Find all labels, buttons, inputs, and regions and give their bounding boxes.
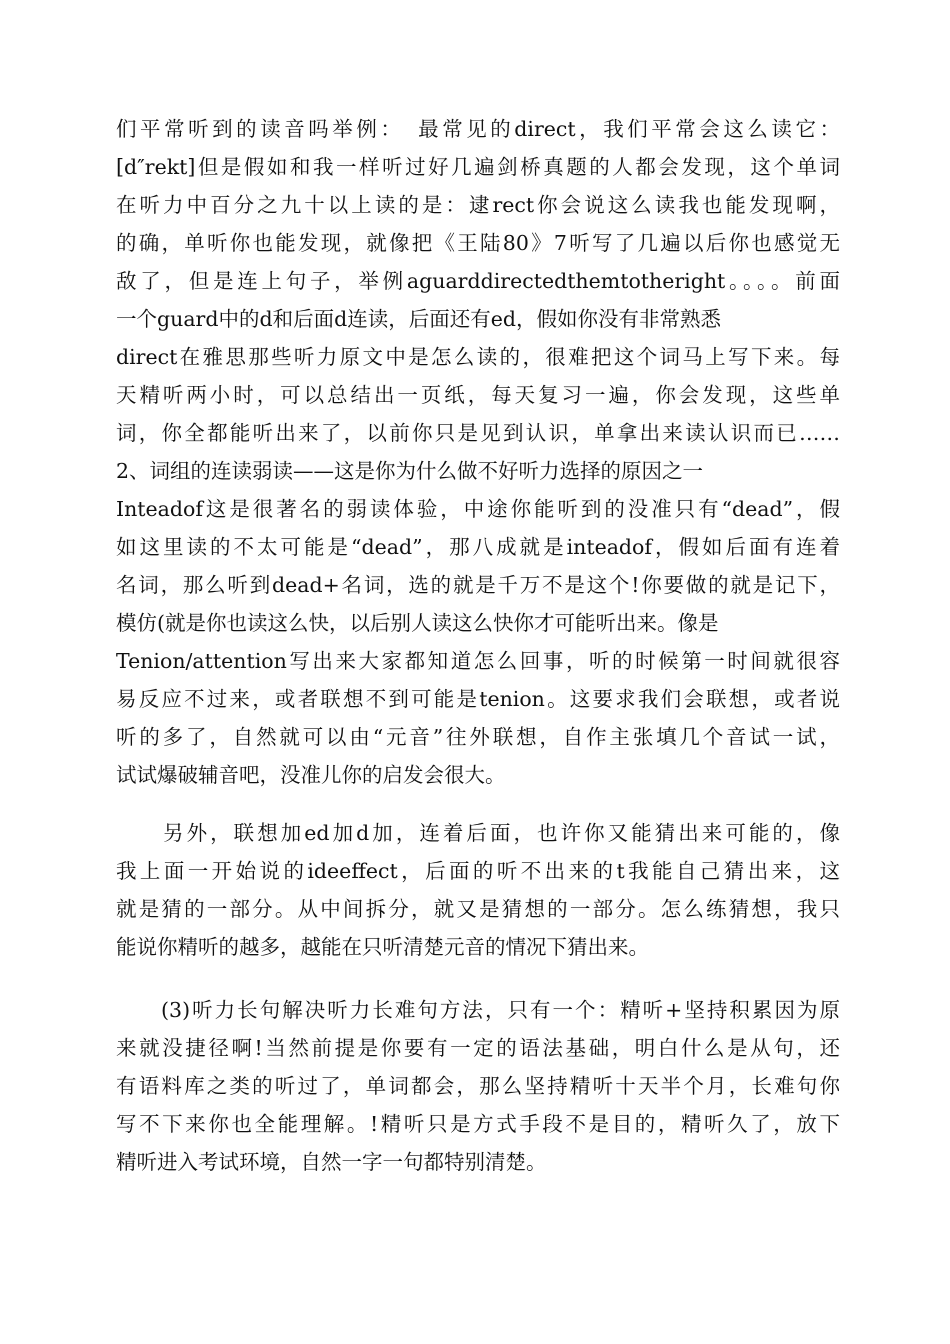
text-line: 们平常听到的读音吗举例： 最常见的direct，我们平常会这么读它： (116, 117, 840, 141)
text-line: 一个guard中的d和后面d连读，后面还有ed，假如你没有非常熟悉 (116, 307, 721, 331)
text-line: [d″rekt]但是假如和我一样听过好几遍剑桥真题的人都会发现，这个单词 (116, 155, 840, 179)
text-line: 易反应不过来，或者联想不到可能是tenion。这要求我们会联想，或者说 (116, 687, 840, 711)
text-line: (3)听力长句解决听力长难句方法，只有一个：精听+坚持积累因为原 (116, 998, 840, 1022)
text-line: 如这里读的不太可能是“dead”，那八成就是inteadof，假如后面有连着 (116, 535, 840, 559)
text-line: Tenion/attention写出来大家都知道怎么回事，听的时候第一时间就很容 (116, 649, 840, 673)
text-line: 我上面一开始说的ideeffect，后面的听不出来的t我能自己猜出来，这 (116, 859, 840, 883)
text-line: 能说你精听的越多，越能在只听清楚元音的情况下猜出来。 (116, 935, 649, 959)
text-line: 敌了，但是连上句子，举例aguarddirectedthemtotheright。。。。前面 (116, 269, 840, 293)
paragraph-long-sentences (116, 991, 840, 1181)
text-line: 写不下来你也全能理解。!精听只是方式手段不是目的，精听久了，放下 (116, 1112, 840, 1136)
text-line: 试试爆破辅音吧，没准儿你的启发会很大。 (116, 763, 506, 787)
text-line: 就是猜的一部分。从中间拆分，就又是猜想的一部分。怎么练猜想，我只 (116, 897, 840, 921)
text-line: 天精听两小时，可以总结出一页纸，每天复习一遍，你会发现，这些单 (116, 383, 840, 407)
text-line: Inteadof这是很著名的弱读体验，中途你能听到的没准只有“dead”，假 (116, 497, 840, 521)
text-line: 词，你全都能听出来了，以前你只是见到认识，单拿出来读认识而已…… (116, 421, 840, 445)
text-line: 在听力中百分之九十以上读的是：逮rect你会说这么读我也能发现啊， (116, 193, 840, 217)
text-line: direct在雅思那些听力原文中是怎么读的，很难把这个词马上写下来。每 (116, 345, 840, 369)
text-line: 另外，联想加ed加d加，连着后面，也许你又能猜出来可能的，像 (116, 821, 840, 845)
text-line: 模仿(就是你也读这么快，以后别人读这么快你才可能听出来。像是 (116, 611, 719, 635)
text-line: 2、词组的连读弱读——这是你为什么做不好听力选择的原因之一 (116, 459, 704, 483)
text-line: 名词，那么听到dead+名词，选的就是千万不是这个!你要做的就是记下， (116, 573, 840, 597)
text-line: 来就没捷径啊!当然前提是你要有一定的语法基础，明白什么是从句，还 (116, 1036, 840, 1060)
text-line: 的确，单听你也能发现，就像把《王陆80》7听写了几遍以后你也感觉无 (116, 231, 840, 255)
text-line: 有语料库之类的听过了，单词都会，那么坚持精听十天半个月，长难句你 (116, 1074, 840, 1098)
paragraph-guessing (116, 814, 840, 966)
paragraph-listening-tips (116, 110, 840, 794)
text-line: 精听进入考试环境，自然一字一句都特别清楚。 (116, 1150, 547, 1174)
text-line: 听的多了，自然就可以由“元音”往外联想，自作主张填几个音试一试， (116, 725, 840, 749)
